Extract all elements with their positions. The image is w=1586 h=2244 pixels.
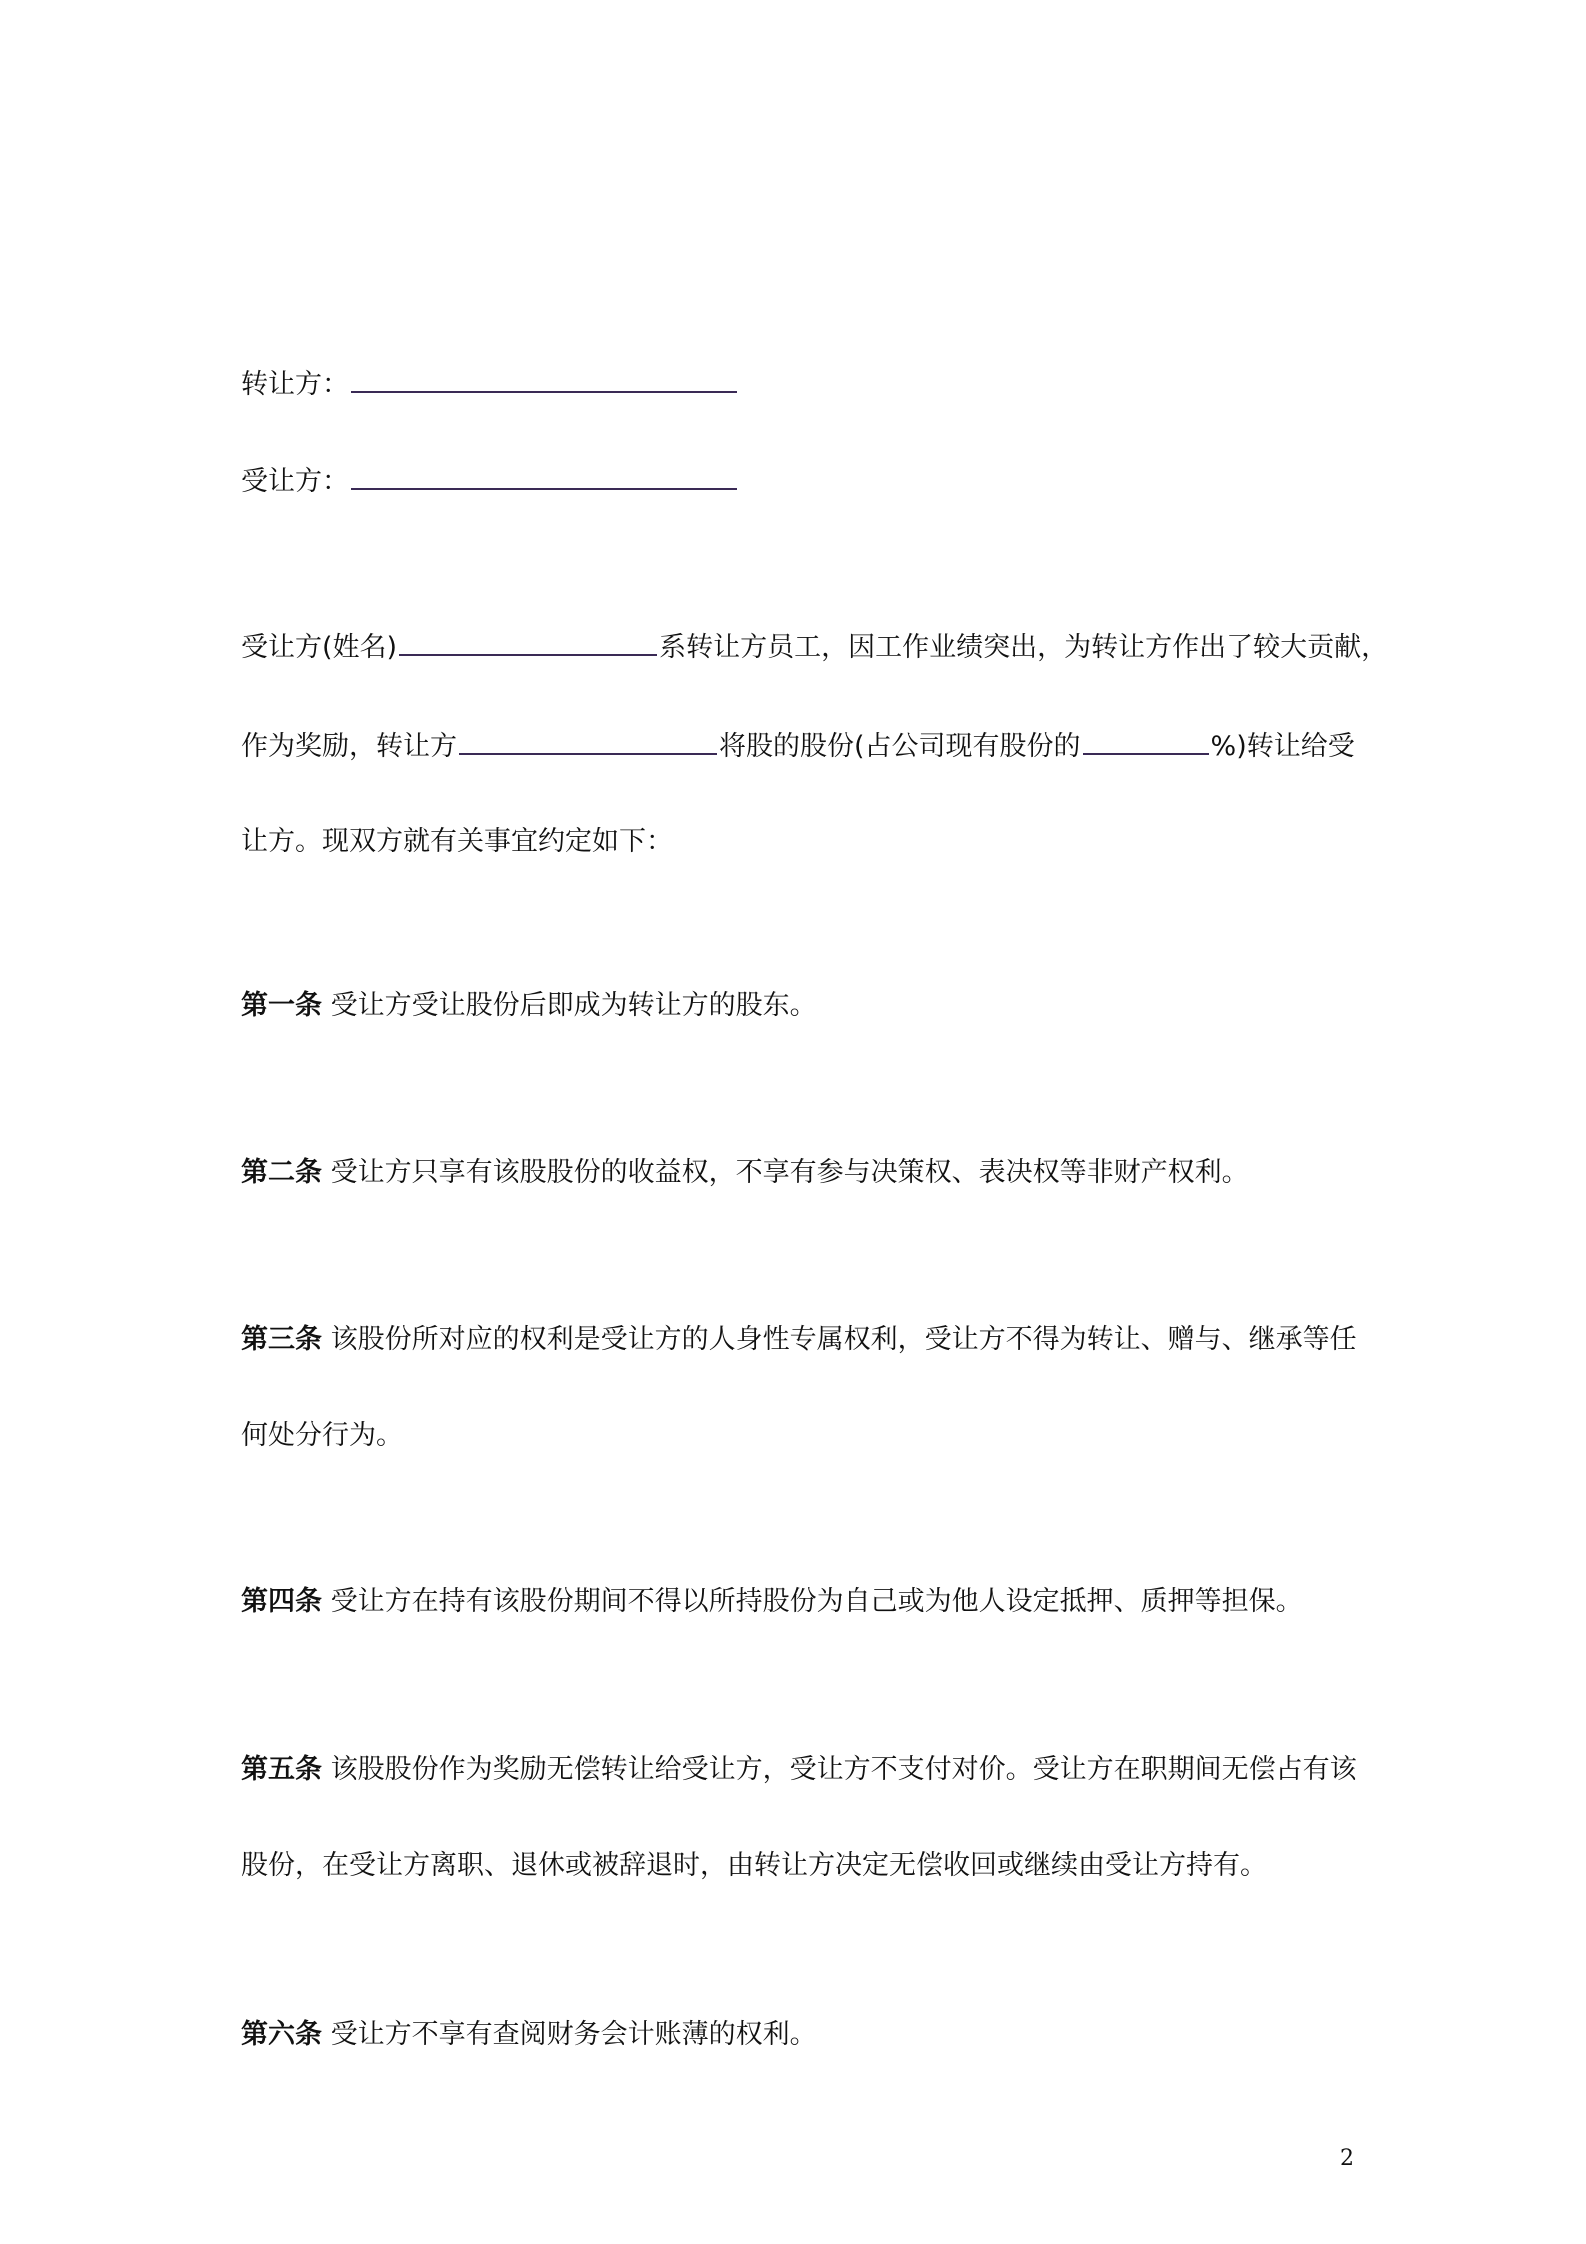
transferor-name-blank[interactable] [459, 731, 717, 755]
article-1 [241, 988, 817, 1024]
article-text: 受让方受让股份后即成为转让方的股东。 [330, 990, 817, 1021]
intro-line-2 [241, 729, 1355, 765]
article-text: 该股份所对应的权利是受让方的人身性专属权利，受让方不得为转让、赠与、继承等任 [330, 1324, 1357, 1355]
transferee-label: 受让方： [241, 466, 349, 497]
article-3-continued [241, 1418, 403, 1454]
article-text: 股份，在受让方离职、退休或被辞退时，由转让方决定无偿收回或继续由受让方持有。 [241, 1850, 1267, 1881]
transferee-blank[interactable] [351, 466, 737, 490]
article-number: 第二条 [241, 1157, 322, 1188]
intro-line-3 [241, 824, 673, 860]
article-number: 第五条 [241, 1754, 322, 1785]
page-number: 2 [1340, 2146, 1354, 2171]
transferor-label: 转让方： [241, 369, 349, 400]
article-text: 受让方不享有查阅财务会计账薄的权利。 [330, 2019, 817, 2050]
transferor-line [241, 367, 739, 403]
article-5-continued [241, 1848, 1267, 1884]
intro-text: 作为奖励，转让方 [241, 731, 457, 762]
article-6 [241, 2017, 817, 2053]
intro-text: %)转让给受 [1210, 731, 1355, 762]
transferee-name-blank[interactable] [399, 632, 657, 656]
article-number: 第一条 [241, 990, 322, 1021]
percent-blank[interactable] [1083, 731, 1209, 755]
transferor-blank[interactable] [351, 369, 737, 393]
article-5 [241, 1752, 1357, 1788]
intro-text: 受让方(姓名) [241, 632, 398, 663]
article-number: 第四条 [241, 1586, 322, 1617]
article-text: 该股股份作为奖励无偿转让给受让方，受让方不支付对价。受让方在职期间无偿占有该 [330, 1754, 1357, 1785]
article-4 [241, 1584, 1303, 1620]
article-3 [241, 1322, 1357, 1358]
intro-text: 让方。现双方就有关事宜约定如下： [241, 826, 673, 857]
article-2 [241, 1155, 1249, 1191]
article-text: 何处分行为。 [241, 1420, 403, 1451]
article-number: 第三条 [241, 1324, 322, 1355]
article-number: 第六条 [241, 2019, 322, 2050]
intro-text: 将股的股份(占公司现有股份的 [719, 731, 1081, 762]
article-text: 受让方只享有该股股份的收益权，不享有参与决策权、表决权等非财产权利。 [330, 1157, 1249, 1188]
transferee-line [241, 464, 739, 500]
intro-text: 系转让方员工，因工作业绩突出，为转让方作出了较大贡献， [659, 632, 1389, 663]
article-text: 受让方在持有该股份期间不得以所持股份为自己或为他人设定抵押、质押等担保。 [330, 1586, 1303, 1617]
intro-line-1 [241, 630, 1388, 666]
